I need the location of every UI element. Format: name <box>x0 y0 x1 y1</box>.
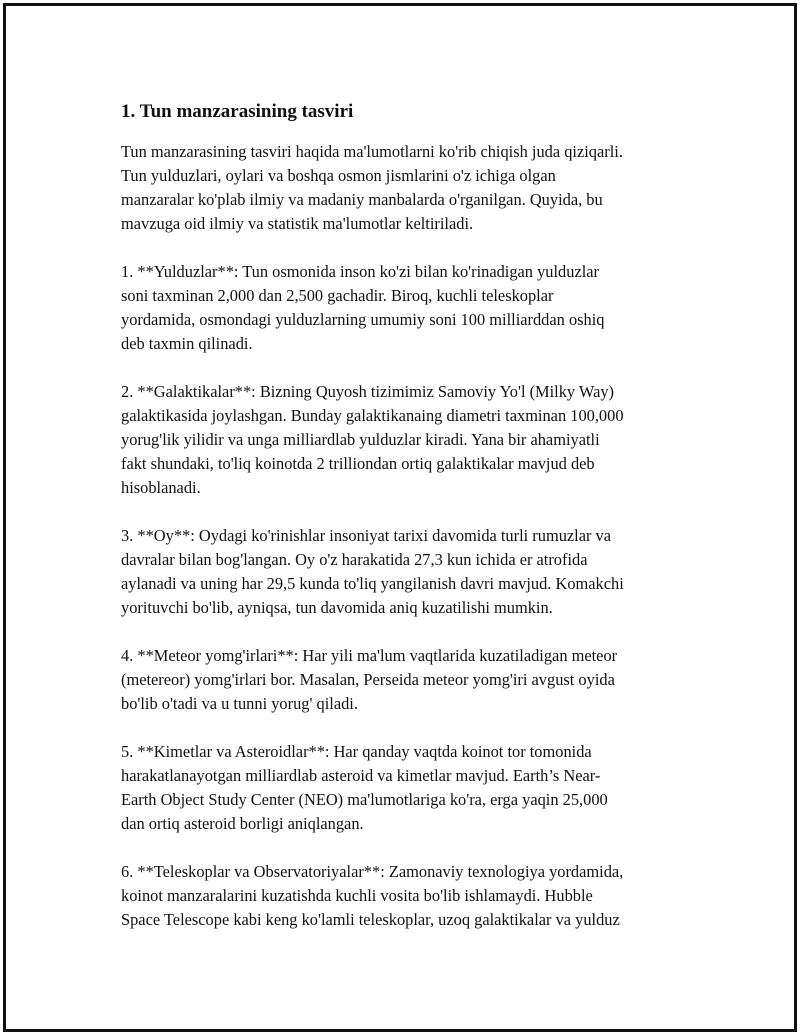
text-line: Tun manzarasining tasviri haqida ma'lumotlarni ko'rib chiqish juda qiziqarli. <box>121 142 623 161</box>
text-line: 4. **Meteor yomg'irlari**: Har yili ma'lum vaqtlarida kuzatiladigan meteor <box>121 646 618 665</box>
text-line: Earth Object Study Center (NEO) ma'lumotlariga ko'ra, erga yaqin 25,000 <box>121 790 608 809</box>
text-line: mavzuga oid ilmiy va statistik ma'lumotlar keltiriladi. <box>121 214 474 233</box>
text-line: hisoblanadi. <box>121 478 201 497</box>
list-item-telescopes <box>121 860 701 932</box>
text-line: yorituvchi bo'lib, ayniqsa, tun davomida aniq kuzatilishi mumkin. <box>121 598 553 617</box>
text-line: galaktikasida joylashgan. Bunday galaktikanaing diametri taxminan 100,000 <box>121 406 624 425</box>
list-item-galaxies <box>121 380 701 500</box>
text-line: Tun yulduzlari, oylari va boshqa osmon jismlarini o'z ichiga olgan <box>121 166 556 185</box>
text-line: yordamida, osmondagi yulduzlarning umumiy soni 100 milliarddan oshiq <box>121 310 605 329</box>
text-line: 3. **Oy**: Oydagi ko'rinishlar insoniyat tarixi davomida turli rumuzlar va <box>121 526 612 545</box>
text-line: 1. **Yulduzlar**: Tun osmonida inson ko'zi bilan ko'rinadigan yulduzlar <box>121 262 599 281</box>
intro-paragraph <box>121 140 701 236</box>
section-heading: 1. Tun manzarasining tasviri <box>121 101 354 122</box>
text-line: dan ortiq asteroid borligi aniqlangan. <box>121 814 364 833</box>
page-frame <box>3 3 797 1032</box>
list-item-stars <box>121 260 701 356</box>
text-line: yorug'lik yilidir va unga milliardlab yulduzlar kiradi. Yana bir ahamiyatli <box>121 430 600 449</box>
text-line: davralar bilan bog'langan. Oy o'z harakatida 27,3 kun ichida er atrofida <box>121 550 588 569</box>
text-line: fakt shundaki, to'liq koinotda 2 trilliondan ortiq galaktikalar mavjud deb <box>121 454 595 473</box>
text-line: (metereor) yomg'irlari bor. Masalan, Perseida meteor yomg'iri avgust oyida <box>121 670 615 689</box>
text-line: koinot manzaralarini kuzatishda kuchli vosita bo'lib ishlamaydi. Hubble <box>121 886 593 905</box>
text-line: 2. **Galaktikalar**: Bizning Quyosh tizimimiz Samoviy Yo'l (Milky Way) <box>121 382 615 401</box>
list-item-comets-asteroids <box>121 740 701 836</box>
text-line: manzaralar ko'plab ilmiy va madaniy manbalarda o'rganilgan. Quyida, bu <box>121 190 603 209</box>
text-line: aylanadi va uning har 29,5 kunda to'liq yangilanish davri mavjud. Komakchi <box>121 574 624 593</box>
text-line: harakatlanayotgan milliardlab asteroid va kimetlar mavjud. Earth’s Near- <box>121 766 601 785</box>
document-body <box>121 98 701 956</box>
text-line: 6. **Teleskoplar va Observatoriyalar**: Zamonaviy texnologiya yordamida, <box>121 862 624 881</box>
text-line: bo'lib o'tadi va u tunni yorug' qiladi. <box>121 694 358 713</box>
text-line: 5. **Kimetlar va Asteroidlar**: Har qanday vaqtda koinot tor tomonida <box>121 742 592 761</box>
list-item-moon <box>121 524 701 620</box>
list-item-meteor-showers <box>121 644 701 716</box>
text-line: soni taxminan 2,000 dan 2,500 gachadir. Biroq, kuchli teleskoplar <box>121 286 554 305</box>
text-line: deb taxmin qilinadi. <box>121 334 253 353</box>
text-line: Space Telescope kabi keng ko'lamli teleskoplar, uzoq galaktikalar va yulduz <box>121 910 620 929</box>
